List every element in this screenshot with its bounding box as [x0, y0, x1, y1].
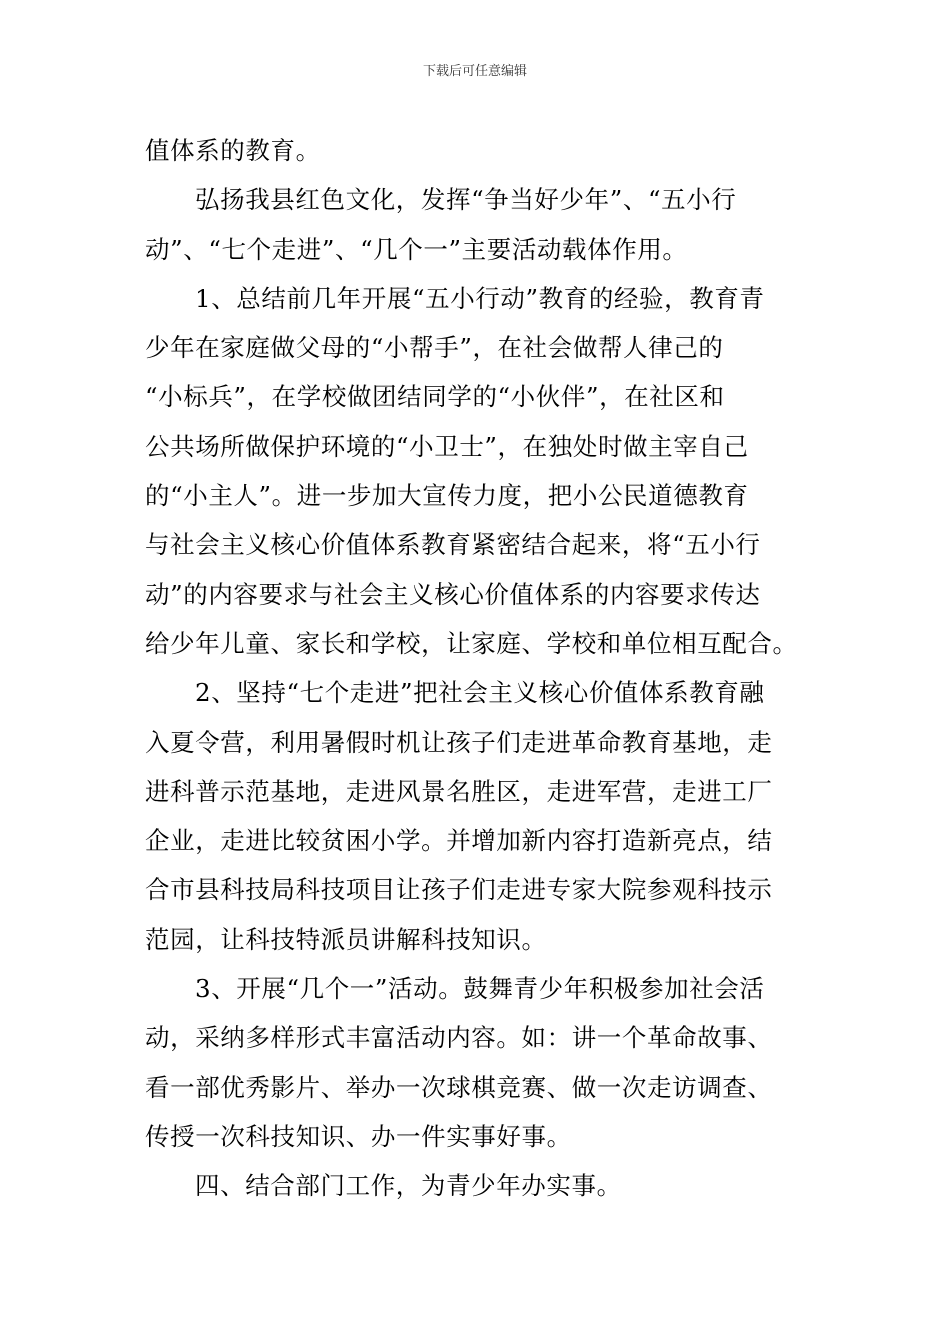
page-header: 下载后可任意编辑 [422, 64, 527, 79]
text-line: 范园，让科技特派员讲解科技知识。 [145, 924, 547, 954]
text-line: 进科普示范基地，走进风景名胜区，走进军营，走进工厂 [145, 776, 773, 806]
paragraph [145, 274, 807, 668]
document-body [145, 126, 807, 1211]
text-line: 给少年儿童、家长和学校，让家庭、学校和单位相互配合。 [145, 628, 798, 658]
text-line: 动，采纳多样形式丰富活动内容。如：讲一个革命故事、 [145, 1023, 773, 1053]
text-line: 传授一次科技知识、办一件实事好事。 [145, 1121, 572, 1151]
text-line: 少年在家庭做父母的“小帮手”，在社会做帮人律己的 [145, 333, 724, 363]
text-line: 动”的内容要求与社会主义核心价值体系的内容要求传达 [145, 579, 761, 609]
paragraph [145, 964, 807, 1161]
paragraph [145, 175, 807, 274]
text-line: 动”、“七个走进”、“几个一”主要活动载体作用。 [145, 234, 688, 264]
text-line: “小标兵”，在学校做团结同学的“小伙伴”，在社区和 [145, 382, 725, 412]
paragraph [145, 668, 807, 964]
text-line: 弘扬我县红色文化，发挥“争当好少年”、“五小行 [195, 185, 737, 215]
text-line: 入夏令营，利用暑假时机让孩子们走进革命教育基地，走 [145, 727, 773, 757]
text-line: 看一部优秀影片、举办一次球棋竞赛、做一次走访调查、 [145, 1072, 773, 1102]
text-line: 合市县科技局科技项目让孩子们走进专家大院参观科技示 [145, 875, 773, 905]
text-line: 3、开展“几个一”活动。鼓舞青少年积极参加社会活 [195, 974, 765, 1004]
paragraph [145, 126, 807, 175]
text-line: 与社会主义核心价值体系教育紧密结合起来，将“五小行 [145, 530, 761, 560]
text-line: 值体系的教育。 [145, 136, 321, 165]
text-line: 企业，走进比较贫困小学。并增加新内容打造新亮点，结 [145, 826, 773, 856]
text-line: 2、坚持“七个走进”把社会主义核心价值体系教育融 [195, 678, 765, 708]
text-line: 公共场所做保护环境的“小卫士”，在独处时做主宰自己 [145, 431, 749, 461]
text-line: 四、结合部门工作，为青少年办实事。 [195, 1171, 622, 1201]
text-line: 的“小主人”。进一步加大宣传力度，把小公民道德教育 [145, 481, 749, 511]
paragraph [145, 1161, 807, 1210]
text-line: 1、总结前几年开展“五小行动”教育的经验，教育青 [195, 283, 765, 313]
